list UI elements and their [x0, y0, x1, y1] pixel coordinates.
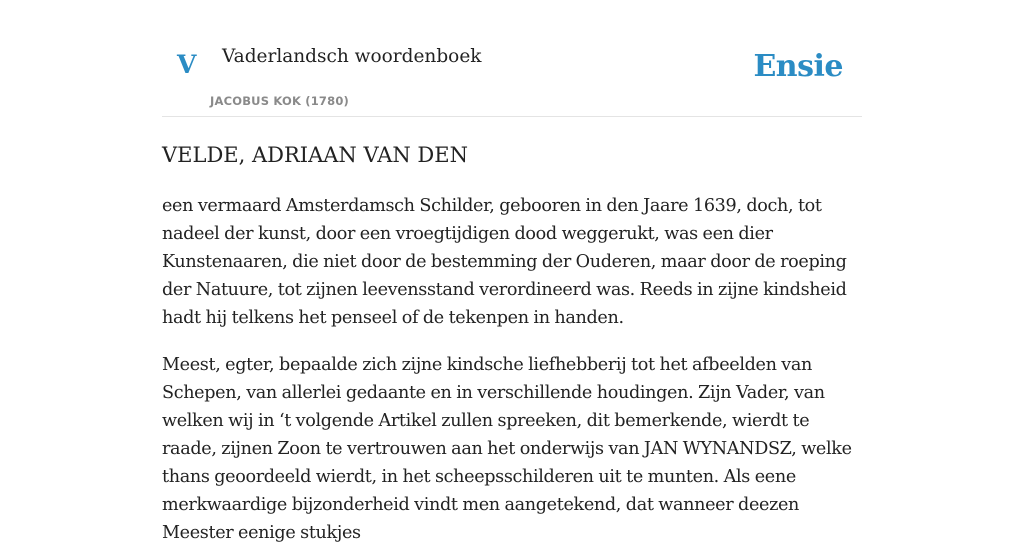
book-author: JACOBUS KOK (1780): [210, 94, 349, 108]
article-paragraph: een vermaard Amsterdamsch Schilder, gebooren in den Jaare 1639, doch, tot nadeel der kunst, door een vroegtijdigen dood weggerukt, was een dier Kunstenaaren, die niet door de bestemming der Ouderen, maar door de roeping der Natuure, tot zijnen leevensstand verordineerd was. Reeds in zijne kindsheid hadt hij telkens het penseel of de tekenpen in handen.: [162, 196, 847, 328]
dictionary-header: [162, 0, 862, 117]
book-letter-icon[interactable]: V: [177, 50, 197, 79]
article-title: VELDE, ADRIAAN VAN DEN: [162, 143, 468, 167]
book-title-link[interactable]: Vaderlandsch woordenboek: [222, 46, 482, 67]
article: [162, 140, 867, 547]
ensie-logo[interactable]: Ensie: [753, 49, 843, 84]
article-paragraph: Meest, egter, bepaalde zich zijne kindsche liefhebberij tot het afbeelden van Schepen, van allerlei gedaante en in verschillende houdingen. Zijn Vader, van welken wij in ‘t volgende Artikel zullen spreeken, dit bemerkende, wierdt te raade, zijnen Zoon te vertrouwen aan het onderwijs van JAN WYNANDSZ, welke thans geoordeeld wierdt, in het scheepsschilderen uit te munten. Als eene merkwaardige bijzonderheid vindt men aangetekend, dat wanneer deezen Meester eenige stukjes: [162, 355, 852, 543]
